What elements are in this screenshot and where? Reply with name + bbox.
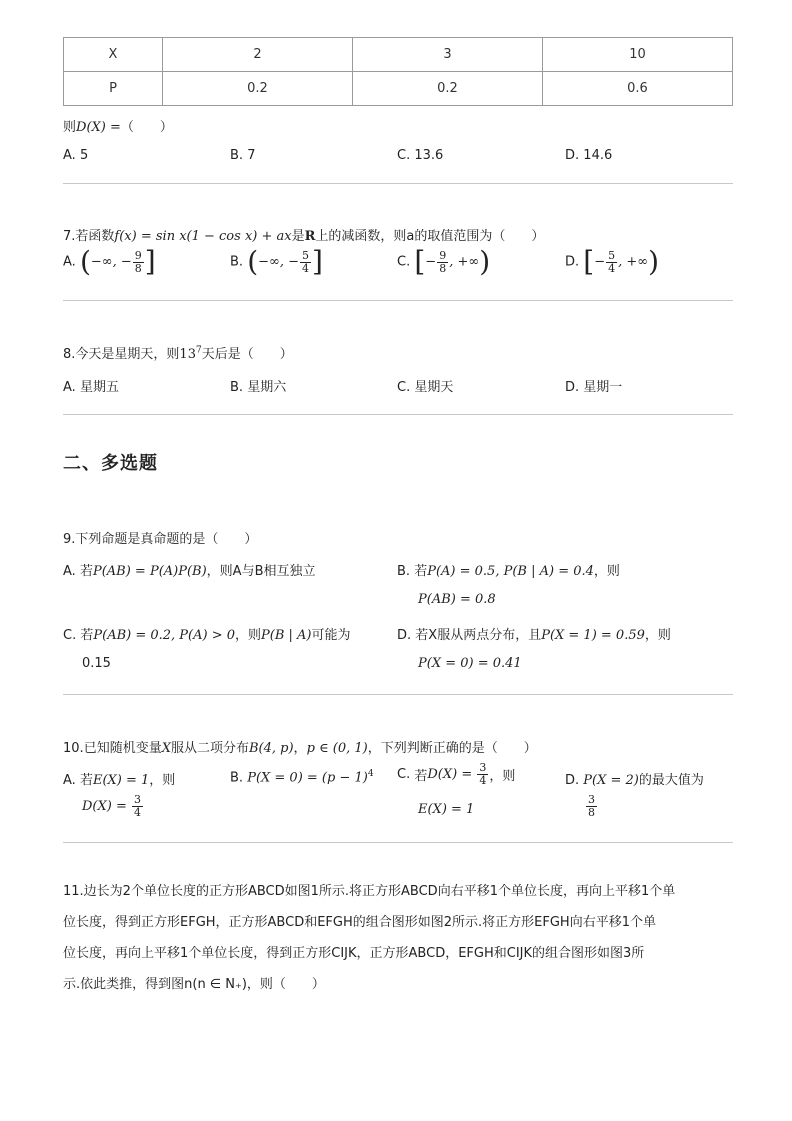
q6-option-a[interactable]: A. 5 <box>63 148 89 163</box>
q7-stem: 7.若函数f(x) = sin x(1 − cos x) + ax是R上的减函数，则a的取值范围为（ ） <box>63 229 545 244</box>
q7-option-a[interactable]: A. (−∞, − $\frac{9}{8}$ ] <box>63 245 156 278</box>
q9-option-d-line2: P(X = 0) = 0.41 <box>418 656 522 671</box>
table-cell: 0.6 <box>543 72 733 106</box>
table-cell: P <box>64 72 163 106</box>
q6-stem-suffix: （ ） <box>120 120 173 135</box>
q11-line: 示.依此类推，得到图n(n ∈ N₊)，则（ ） <box>63 977 325 992</box>
table-cell: 3 <box>353 38 543 72</box>
table-cell: X <box>64 38 163 72</box>
q7-function-math: f(x) = sin x(1 − cos x) + ax <box>114 229 292 244</box>
q9-option-a[interactable]: A. 若P(AB) = P(A)P(B)，则A与B相互独立 <box>63 564 316 579</box>
q9-option-c[interactable]: C. 若P(AB) = 0.2, P(A) > 0，则P(B | A)可能为 <box>63 628 351 643</box>
q9-stem: 9.下列命题是真命题的是（ ） <box>63 532 258 547</box>
table-row <box>64 38 733 72</box>
q10-option-a-line2: D(X) = $\frac{3}{4}$ <box>82 793 141 819</box>
q6-option-c[interactable]: C. 13.6 <box>397 148 444 163</box>
section-title: 二、多选题 <box>63 453 158 474</box>
q6-stem <box>63 116 173 135</box>
q11-line: 位长度，得到正方形EFGH，正方形ABCD和EFGH的组合图形如图2所示.将正方形EFGH向右平移1个单 <box>63 915 656 930</box>
q9-option-b-line2: P(AB) = 0.8 <box>418 592 496 607</box>
table-cell: 2 <box>163 38 353 72</box>
q11-line: 11.边长为2个单位长度的正方形ABCD如图1所示.将正方形ABCD向右平移1个单位长度，再向上平移1个单 <box>63 884 676 899</box>
q8-option-c[interactable]: C. 星期天 <box>397 380 454 395</box>
q10-option-d[interactable]: D. P(X = 2)的最大值为 <box>565 773 704 788</box>
q9-option-b[interactable]: B. 若P(A) = 0.5, P(B | A) = 0.4，则 <box>397 564 620 579</box>
q10-stem: 10.已知随机变量X服从二项分布B(4, p)，p ∈ (0, 1)，下列判断正确的是（ ） <box>63 741 537 756</box>
q7-option-d[interactable]: D. [− $\frac{5}{4}$ , +∞) <box>565 245 660 278</box>
q8-option-d[interactable]: D. 星期一 <box>565 380 623 395</box>
q6-option-b[interactable]: B. 7 <box>230 148 256 163</box>
table-cell: 0.2 <box>163 72 353 106</box>
q10-option-c-line2: E(X) = 1 <box>418 802 475 817</box>
q11-line: 位长度，再向上平移1个单位长度，得到正方形CIJK，正方形ABCD，EFGH和CIJK的组合图形如图3所 <box>63 946 645 961</box>
divider <box>63 842 733 843</box>
q7-option-b[interactable]: B. (−∞, − $\frac{5}{4}$ ] <box>230 245 323 278</box>
q10-option-d-value: $\frac{3}{8}$ <box>588 793 595 819</box>
q6-stem-prefix: 则 <box>63 120 77 135</box>
distribution-table <box>63 37 733 106</box>
divider <box>63 694 733 695</box>
table-cell: 10 <box>543 38 733 72</box>
q6-option-d[interactable]: D. 14.6 <box>565 148 613 163</box>
q10-option-a[interactable]: A. 若E(X) = 1，则 <box>63 773 176 788</box>
table-cell: 0.2 <box>353 72 543 106</box>
q9-option-c-line2: 0.15 <box>82 656 111 671</box>
divider <box>63 300 733 301</box>
divider <box>63 183 733 184</box>
q10-option-c[interactable]: C. 若D(X) = $\frac{3}{4}$ ，则 <box>397 761 516 787</box>
q8-option-a[interactable]: A. 星期五 <box>63 380 119 395</box>
table-row <box>64 72 733 106</box>
q11-stem <box>63 876 733 1000</box>
q7-option-c[interactable]: C. [− $\frac{9}{8}$ , +∞) <box>397 245 491 278</box>
q10-option-b[interactable]: B. $P(X = 0) = (p - 1)^4$ <box>230 769 374 786</box>
q6-stem-math: D(X) = <box>76 120 121 135</box>
q8-stem: 8.今天是星期天，则$13^7$天后是（ ） <box>63 345 293 362</box>
q9-option-d[interactable]: D. 若X服从两点分布，且P(X = 1) = 0.59，则 <box>397 628 671 643</box>
q8-option-b[interactable]: B. 星期六 <box>230 380 287 395</box>
divider <box>63 414 733 415</box>
